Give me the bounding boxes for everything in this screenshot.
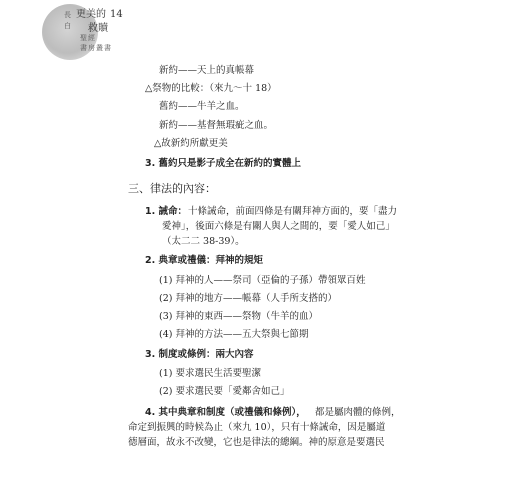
paragraph-line: 命定到振興的時候為止（來九 10），只有十條誡命，因是屬道 — [128, 422, 386, 433]
header-series-char: 書 — [104, 44, 111, 52]
page-number: 14 — [110, 9, 123, 20]
paragraph-line: 德層面，故永不改變，它也是律法的總綱。神的原意是要選民 — [128, 437, 385, 448]
section-heading: 三、律法的內容： — [128, 182, 216, 195]
header-series-char: 長 — [64, 11, 71, 19]
list-item: (4) 拜神的方法——五大祭與七節期 — [159, 329, 309, 340]
paragraph-line: 十條誡命，前面四條是有關拜神方面的，要「盡力 — [188, 206, 398, 217]
list-item: (2) 要求選民要「愛鄰舍如己」 — [159, 386, 290, 397]
header-series-char: 白 — [64, 22, 71, 30]
text-line: △故新約所獻更美 — [154, 138, 228, 149]
header-series-char: 聖 — [80, 34, 87, 42]
header-title-top: 更美的 — [76, 9, 106, 20]
point-heading: 2. 典章或禮儀：拜神的規矩 — [145, 255, 264, 266]
list-item: (1) 要求選民生活要聖潔 — [159, 368, 261, 379]
header-series-char: 書 — [80, 44, 87, 52]
header-series-char: 叢 — [96, 44, 103, 52]
header-series-char: 經 — [88, 34, 95, 42]
point-heading: 1. 誡命： — [145, 206, 188, 217]
text-line: 新約——天上的真帳幕 — [159, 65, 255, 76]
paragraph-line: 都是屬肉體的條例， — [315, 407, 401, 418]
list-item: (2) 拜神的地方——帳幕（人手所支搭的） — [159, 293, 337, 304]
point-heading: 3. 舊約只是影子成全在新約的實體上 — [145, 158, 302, 169]
header-title-bottom: 救贖 — [88, 23, 108, 34]
paragraph-line: （太二二 38-39）。 — [162, 236, 245, 247]
paragraph-line: 愛神」，後面六條是有關人與人之間的，要「愛人如己」 — [162, 221, 395, 232]
text-line: 舊約——牛羊之血。 — [159, 101, 245, 112]
list-item: (3) 拜神的東西——祭物（牛羊的血） — [159, 311, 318, 322]
point-heading: 3. 制度或條例：兩大內容 — [145, 349, 254, 360]
header-series-char: 房 — [88, 44, 95, 52]
text-line: 新約——基督無瑕疵之血。 — [159, 120, 274, 131]
point-heading: 4. 其中典章和制度（或禮儀和條例）， — [145, 407, 306, 418]
list-item: (1) 拜神的人——祭司（亞倫的子孫）帶領眾百姓 — [159, 275, 366, 286]
text-line: △祭物的比較：（來九～十 18） — [145, 83, 277, 94]
